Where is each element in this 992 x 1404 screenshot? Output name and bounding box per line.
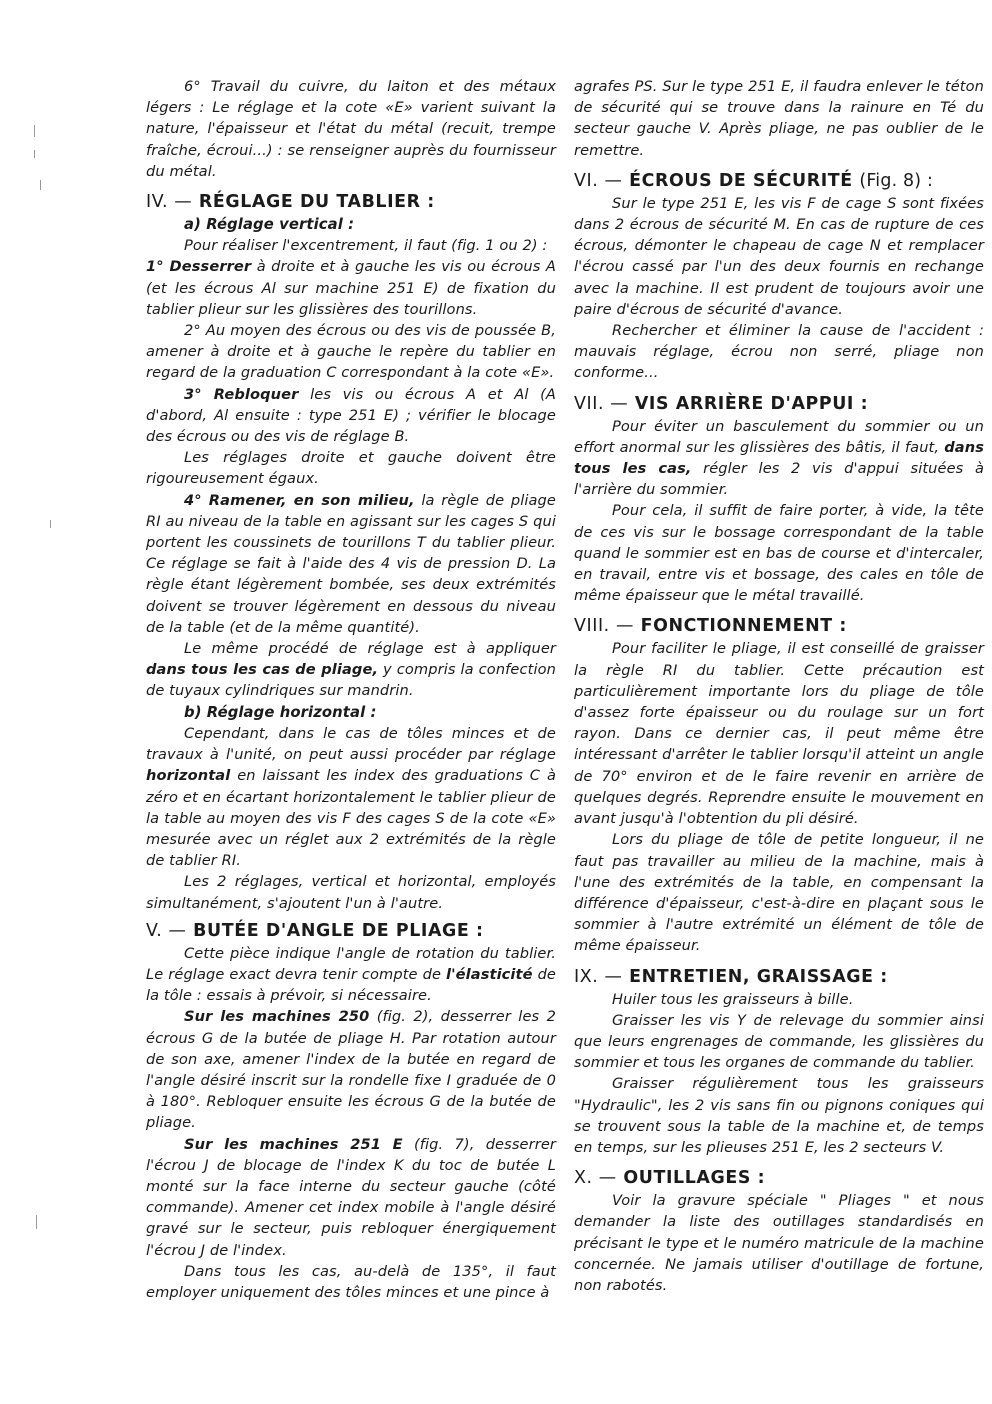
paragraph-text: Cette pièce indique l'angle de rotation du tablier. Le réglage exact devra tenir compte de [146, 944, 556, 983]
bold-lead: Sur les machines 250 [184, 1008, 370, 1026]
paragraph-text: Pour éviter un basculement du sommier ou un effort anormal sur les glissières des bâtis, il faut, [574, 417, 984, 456]
section-title: ENTRETIEN, GRAISSAGE : [629, 966, 888, 987]
paragraph-text: (fig. 2), desserrer les 2 écrous G de la butée de pliage H. Par rotation autour de son axe, amener l'index de la butée en regard de l'angle désiré inscrit sur la rondelle fixe I graduée de 0 à 180°. Rebloquer ensuite les écrous G de la butée de pliage. [146, 1008, 556, 1132]
paragraph-text: la règle de pliage RI au niveau de la table en agissant sur les cages S qui portent les coussinets de tourillons T du tablier plieur. Ce réglage se fait à l'aide des 4 vis de pression D. La règle étant légèrement bombée, ses deux extrémités doivent se trouver légèrement en dessous du niveau de la table (et de la même quantité). [146, 491, 556, 636]
paragraph: Voir la gravure spéciale " Pliages " et nous demander la liste des outillages standardisés en précisant le type et le numéro matricule de la machine concernée. Ne jamais utiliser d'outillage de fortune, non rabotés. [574, 1192, 984, 1294]
section-number: IV. — [146, 192, 193, 213]
bold-lead: Sur les machines 251 E [184, 1135, 403, 1153]
paragraph [146, 1006, 556, 1133]
section-number: IX. — [574, 966, 623, 987]
left-column [146, 76, 556, 1303]
bold-lead: 1° Desserrer [146, 258, 252, 276]
section-title: ÉCROUS DE SÉCURITÉ [629, 170, 853, 191]
paragraph-text: régler les 2 vis d'appui situées à l'arrière du sommier. [574, 460, 984, 499]
section-heading-6 [574, 169, 984, 193]
section-heading-5 [146, 919, 556, 943]
paragraph: Graisser régulièrement tous les graisseurs "Hydraulic", les 2 vis sans fin ou pignons coniques qui se trouvent sous la table de la machine et, de temps en temps, sur les plieuses 251 E, les 2 secteurs V. [574, 1075, 984, 1156]
scan-mark [40, 180, 41, 190]
paragraph: 2° Au moyen des écrous ou des vis de poussée B, amener à droite et à gauche le repère du tablier en regard de la graduation C correspondant à la cote «E». [146, 322, 556, 382]
paragraph: Lors du pliage de tôle de petite longueur, il ne faut pas travailler au milieu de la machine, mais à l'une des extrémités de la table, en compensant la différence d'épaisseur, c'est-à-dire en plaçant sous le sommier à l'autre extrémité un élément de tôle de même épaisseur. [574, 831, 984, 955]
paragraph: agrafes PS. Sur le type 251 E, il faudra enlever le téton de sécurité qui se trouve dans la rainure en Té du secteur gauche V. Après pliage, ne pas oublier de le remettre. [574, 78, 984, 159]
paragraph-text: à droite et à gauche les vis ou écrous A (et les écrous Al sur machine 251 E) de fixation du tablier plieur sur les glissières des tourillons. [146, 258, 556, 318]
paragraph [146, 1134, 556, 1261]
paragraph-text: en laissant les index des graduations C à zéro et en écartant horizontalement le tablier plieur de la table au moyen des vis F des cages S de la cote «E» mesurée avec un réglet aux 2 extrémités de la règle de tablier RI. [146, 767, 556, 870]
right-column [574, 76, 984, 1296]
paragraph [146, 943, 556, 1007]
section-number: X. — [574, 1168, 617, 1189]
paragraph: Huiler tous les graisseurs à bille. [612, 990, 854, 1008]
paragraph [146, 384, 556, 448]
section-number: V. — [146, 920, 187, 941]
bold-lead: 4° Ramener, en son milieu, [184, 491, 415, 509]
paragraph: Dans tous les cas, au-delà de 135°, il faut employer uniquement des tôles minces et une pince à [146, 1262, 556, 1301]
bold-text: dans tous les cas de pliage, [146, 661, 379, 679]
section-number: VIII. — [574, 616, 634, 637]
section-title: OUTILLAGES : [623, 1168, 766, 1189]
paragraph-text: (fig. 7), desserrer l'écrou J de blocage de l'index K du toc de butée L monté sur la face interne du secteur gauche (côté commande). Amener cet index mobile à l'angle désiré gravé sur le secteur, puis rebloquer énergiquement l'écrou J de l'index. [146, 1135, 556, 1259]
bold-text: dans tous les cas, [574, 438, 984, 478]
paragraph-text: de la tôle : essais à prévoir, si nécessaire. [146, 965, 557, 1005]
paragraph: Les 2 réglages, vertical et horizontal, employés simultanément, s'ajoutent l'un à l'autre. [146, 873, 556, 912]
paragraph: Rechercher et éliminer la cause de l'accident : mauvais réglage, écrou non serré, pliage non conforme... [574, 322, 984, 382]
paragraph: Pour faciliter le pliage, il est conseillé de graisser la règle RI du tablier. Cette précaution est particulièrement importante lors du pliage de tôle d'assez forte épaisseur ou du roulage sur un fort rayon. Dans ce dernier cas, il peut même être intéressant d'arrêter le tablier lorsqu'il atteint un angle de 70° environ et de le faire revenir en arrière de quelques degrés. Reprendre ensuite le mouvement en avant jusqu'à l'obtention du pli désiré. [574, 640, 984, 828]
section-heading-9 [574, 965, 984, 989]
bold-text: l'élasticité [445, 965, 533, 983]
paragraph: Pour cela, il suffit de faire porter, à vide, la tête de ces vis sur le bossage correspondant de la table quand le sommier est en bas de course et d'intercaler, en travail, entre vis et bossage, des cales en tôle de même épaisseur que le métal travaillé. [574, 502, 984, 605]
paragraph: Sur le type 251 E, les vis F de cage S sont fixées dans 2 écrous de sécurité M. En cas de rupture de ces écrous, démonter le chapeau de cage N et remplacer l'écrou cassé par l'un des deux fournis en rechange avec la machine. Il est prudent de toujours avoir une paire d'écrous de sécurité d'avance. [574, 194, 984, 318]
section-title: VIS ARRIÈRE D'APPUI : [634, 393, 869, 414]
paragraph [146, 490, 556, 638]
scan-mark [36, 1215, 37, 1229]
scan-mark [34, 125, 35, 137]
section-heading-4 [146, 190, 556, 214]
bold-text: horizontal [146, 767, 231, 785]
paragraph-text: y compris la confection de tuyaux cylindriques sur mandrin. [146, 661, 556, 700]
paragraph [574, 416, 984, 501]
paragraph-text: les vis ou écrous A et Al (A d'abord, Al ensuite : type 251 E) ; vérifier le blocage des écrous ou des vis de réglage B. [146, 385, 556, 446]
scan-mark [34, 150, 35, 158]
paragraph: Les réglages droite et gauche doivent être rigoureusement égaux. [146, 449, 556, 488]
paragraph [146, 256, 556, 320]
section-number: VI. — [574, 170, 623, 191]
section-heading-10 [574, 1166, 984, 1190]
bold-lead: 3° Rebloquer [184, 385, 299, 403]
figure-reference: (Fig. 8) : [859, 170, 934, 191]
paragraph: 6° Travail du cuivre, du laiton et des métaux légers : Le réglage et la cote «E» varient suivant la nature, l'épaisseur et l'état du métal (recuit, trempe fraîche, écroui...) : se renseigner auprès du fournisseur du métal. [146, 78, 556, 180]
paragraph: Graisser les vis Y de relevage du sommier ainsi que leurs engrenages de commande, les glissières du sommier et tous les organes de commande du tablier. [574, 1011, 984, 1072]
section-title: RÉGLAGE DU TABLIER : [198, 192, 435, 213]
paragraph-text: Le même procédé de réglage est à appliquer [184, 640, 556, 658]
paragraph [146, 723, 556, 871]
subsection-heading-a: a) Réglage vertical : [184, 216, 355, 234]
section-title: FONCTIONNEMENT : [640, 616, 847, 637]
paragraph [146, 638, 556, 702]
section-heading-7 [574, 392, 984, 416]
subsection-heading-b: b) Réglage horizontal : [184, 703, 377, 721]
scan-mark [50, 520, 51, 528]
section-number: VII. — [574, 393, 629, 414]
section-title: BUTÉE D'ANGLE DE PLIAGE : [193, 920, 484, 941]
paragraph: Pour réaliser l'excentrement, il faut (fig. 1 ou 2) : [184, 237, 548, 255]
paragraph-text: Cependant, dans le cas de tôles minces et de travaux à l'unité, on peut aussi procéder par réglage [146, 724, 556, 764]
section-heading-8 [574, 614, 984, 638]
